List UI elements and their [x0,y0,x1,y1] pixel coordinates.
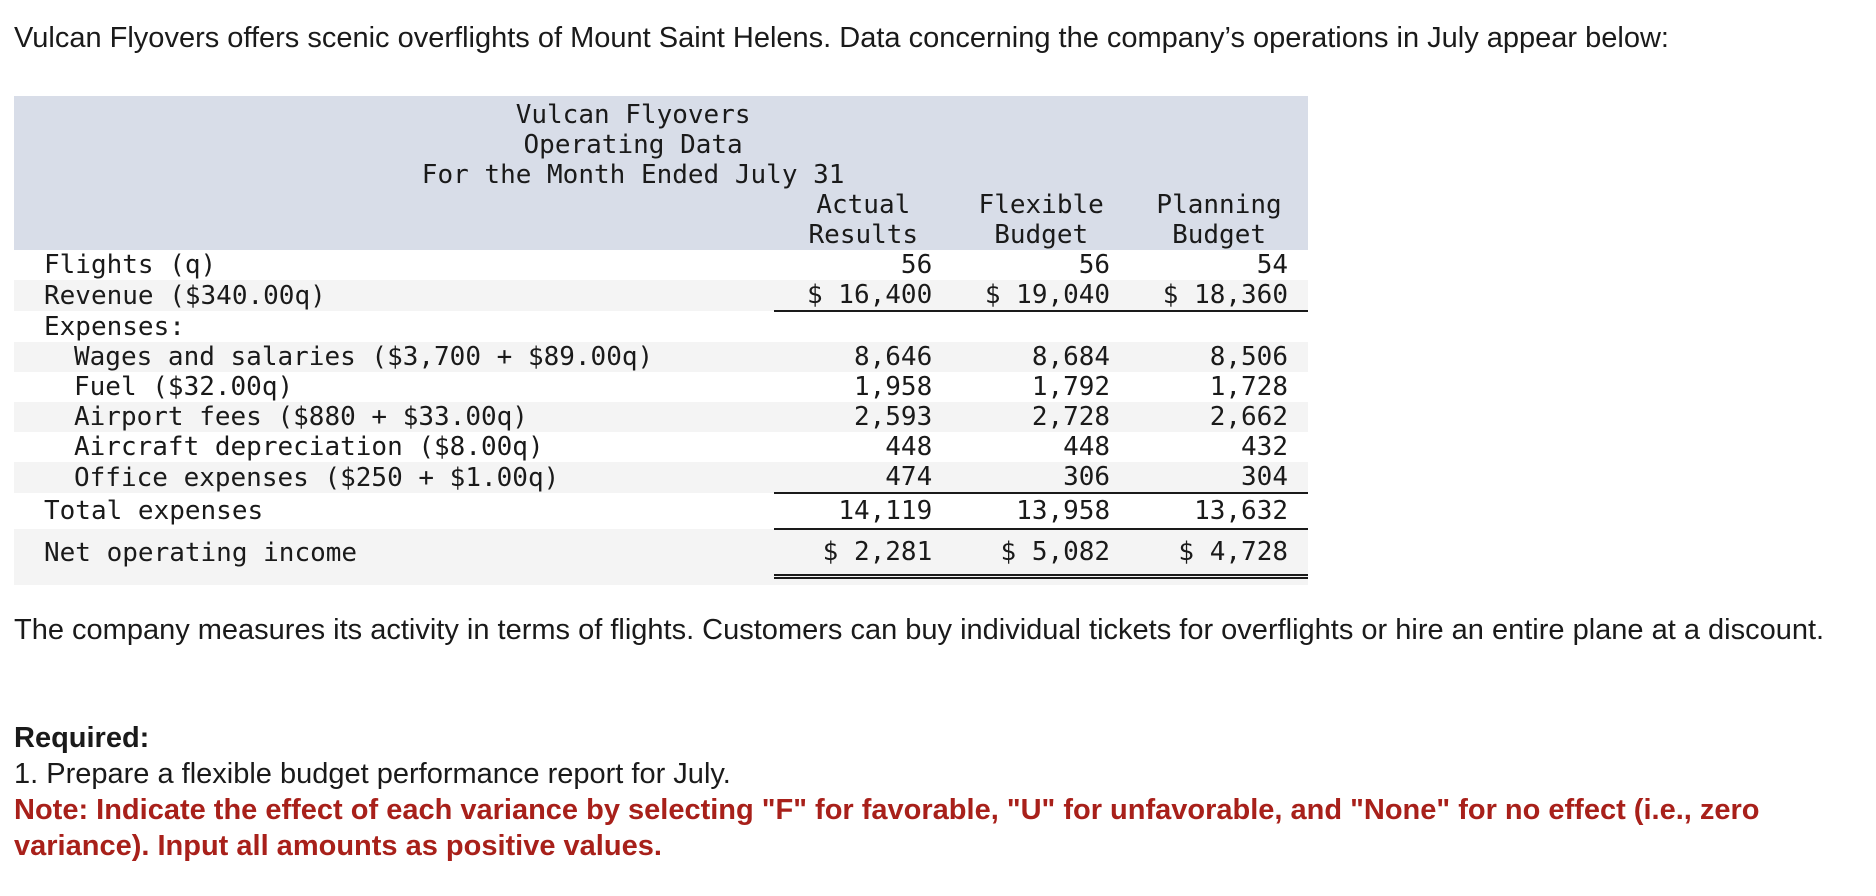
cell-planning: 13,632 [1130,493,1308,529]
col-flexible-line1: Flexible [952,190,1130,220]
cell-flexible: 2,728 [952,402,1130,432]
cell-actual: 8,646 [774,342,952,372]
cell-planning: $ 18,360 [1130,280,1308,311]
row-label: Expenses: [44,311,185,342]
cell-planning: $ 4,728 [1130,529,1308,577]
cell-actual: 56 [900,250,933,280]
row-aircraft-depreciation [14,432,1308,462]
column-header-row-1 [14,190,1308,220]
required-item-1: 1. Prepare a flexible budget performance report for July. [14,758,731,790]
instruction-note: Note: Indicate the effect of each variance by selecting "F" for favorable, "U" for unfavorable, and "None" for no effect (i.e., zero variance). Input all amounts as positive values. [14,794,1760,862]
intro-text: Vulcan Flyovers offers scenic overflights of Mount Saint Helens. Data concerning the company’s operations in July appear below: [14,22,1669,54]
row-airport-fees [14,402,1308,432]
row-expenses-header [14,311,1308,342]
cell-flexible: 13,958 [952,493,1130,529]
row-label: Total expenses [44,496,264,526]
row-label: Office expenses ($250 + $1.00q) [14,462,774,493]
cell-planning: 2,662 [1130,402,1308,432]
table-title-report: Operating Data [14,130,952,160]
cell-flexible: 306 [952,462,1130,493]
row-wages [14,342,1308,372]
operating-data-table [14,96,1308,585]
table-title-row-3 [14,160,1308,190]
cell-planning: 304 [1130,462,1308,493]
row-label: Wages and salaries ($3,700 + $89.00q) [14,342,774,372]
col-planning-line1: Planning [1130,190,1308,220]
cell-planning: 1,728 [1209,372,1288,402]
col-planning-line2: Budget [1130,220,1308,250]
row-revenue [14,280,1308,311]
row-label: Flights (q) [44,250,217,280]
row-net-operating-income [14,529,1308,577]
cell-planning: 54 [1256,250,1288,280]
required-heading: Required: [14,722,150,754]
cell-flexible: 56 [1078,250,1111,280]
col-actual-line1: Actual [774,190,952,220]
cell-flexible: 1,792 [1031,372,1111,402]
table-title-row-2 [14,130,1308,160]
cell-planning: 432 [1241,432,1288,462]
cell-actual: 448 [885,432,933,462]
row-fuel [14,372,1308,402]
cell-actual: $ 2,281 [774,529,952,577]
row-label: Airport fees ($880 + $33.00q) [14,402,774,432]
row-label: Net operating income [14,529,774,577]
col-actual-line2: Results [774,220,952,250]
table-title-row-1 [14,100,1308,130]
cell-flexible: 448 [1063,432,1111,462]
table-title-period: For the Month Ended July 31 [14,160,952,190]
cell-actual: 1,958 [853,372,933,402]
row-label: Aircraft depreciation ($8.00q) [74,432,544,462]
cell-flexible: $ 19,040 [952,280,1130,311]
row-label: Revenue ($340.00q) [14,280,774,311]
cell-actual: $ 16,400 [774,280,952,311]
column-header-row-2 [14,220,1308,250]
table-title-company: Vulcan Flyovers [14,100,952,130]
cell-planning: 8,506 [1130,342,1308,372]
row-total-expenses [14,493,1308,529]
cell-flexible: $ 5,082 [952,529,1130,577]
activity-paragraph: The company measures its activity in terms of flights. Customers can buy individual tickets for overflights or hire an entire plane at a discount. [14,614,1825,646]
col-flexible-line2: Budget [952,220,1130,250]
cell-flexible: 8,684 [952,342,1130,372]
row-office-expenses [14,462,1308,493]
row-label: Fuel ($32.00q) [74,372,294,402]
cell-actual: 14,119 [774,493,952,529]
cell-actual: 2,593 [774,402,952,432]
row-flights [14,250,1308,280]
cell-actual: 474 [774,462,952,493]
